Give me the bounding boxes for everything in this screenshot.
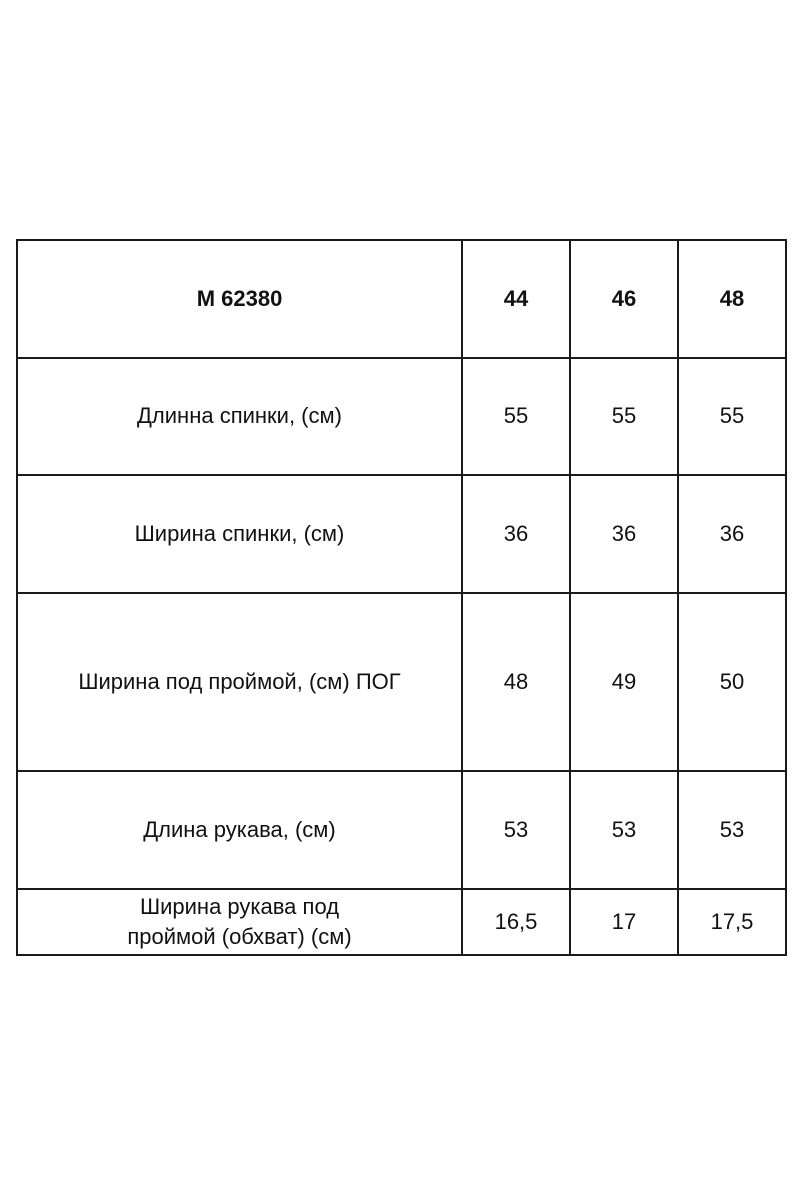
cell-value: 16,5	[462, 889, 570, 955]
size-chart-table	[16, 239, 787, 956]
cell-value: 53	[570, 771, 678, 889]
table-row	[17, 593, 786, 771]
model-number: M 62380	[17, 240, 462, 358]
table-row	[17, 771, 786, 889]
cell-value: 17,5	[678, 889, 786, 955]
cell-value: 53	[678, 771, 786, 889]
row-label: Длинна спинки, (см)	[17, 358, 462, 476]
cell-value: 17	[570, 889, 678, 955]
table-row	[17, 475, 786, 593]
cell-value: 36	[570, 475, 678, 593]
cell-value: 36	[678, 475, 786, 593]
cell-value: 55	[570, 358, 678, 476]
row-label: Ширина спинки, (см)	[17, 475, 462, 593]
cell-value: 48	[462, 593, 570, 771]
row-label: Длина рукава, (см)	[17, 771, 462, 889]
size-header-48: 48	[678, 240, 786, 358]
cell-value: 55	[678, 358, 786, 476]
table-row	[17, 358, 786, 476]
table-row	[17, 889, 786, 955]
cell-value: 49	[570, 593, 678, 771]
row-label: Ширина под проймой, (см) ПОГ	[17, 593, 462, 771]
row-label: Ширина рукава под проймой (обхват) (см)	[17, 889, 462, 955]
cell-value: 55	[462, 358, 570, 476]
cell-value: 53	[462, 771, 570, 889]
header-row	[17, 240, 786, 358]
size-header-46: 46	[570, 240, 678, 358]
cell-value: 36	[462, 475, 570, 593]
cell-value: 50	[678, 593, 786, 771]
size-header-44: 44	[462, 240, 570, 358]
